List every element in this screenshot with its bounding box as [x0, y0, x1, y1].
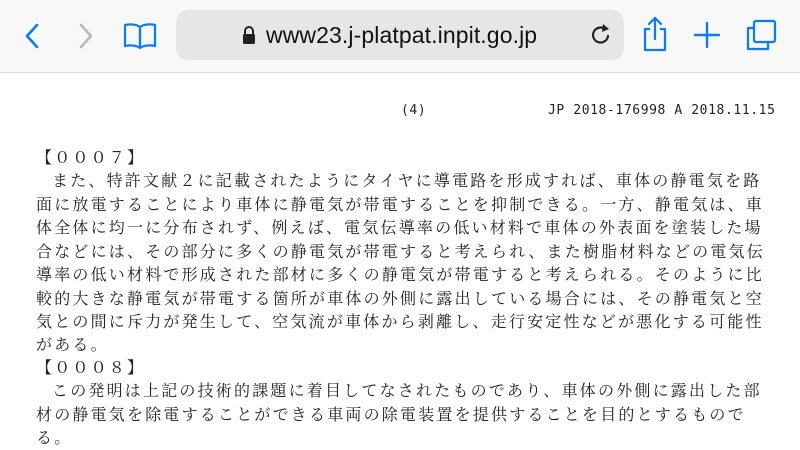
text-line: 面に放電することにより車体に静電気が帯電することを抑制できる。一方、静電気は、車: [36, 195, 765, 214]
patent-document-page: [0, 73, 800, 450]
share-icon: [642, 16, 668, 52]
text-line: 気との間に斥力が発生して、空気流が車体から剥離し、走行安定性などが悪化する可能性: [36, 312, 764, 331]
forward-button[interactable]: [74, 22, 98, 50]
text-line: がある。: [36, 335, 109, 354]
bookmarks-button[interactable]: [122, 20, 158, 52]
paragraph-heading-0008: 【０００８】: [36, 358, 146, 377]
browser-toolbar: [0, 0, 800, 73]
plus-icon: [694, 22, 720, 48]
text-line: る。: [36, 428, 73, 447]
publication-number: JP 2018-176998 A 2018.11.15: [548, 103, 776, 118]
back-button[interactable]: [20, 22, 44, 50]
tabs-icon: [745, 19, 777, 51]
share-button[interactable]: [640, 14, 670, 54]
tabs-button[interactable]: [744, 18, 778, 52]
url-text: www23.j-platpat.inpit.go.jp: [266, 22, 538, 48]
paragraph-heading-0007: 【０００７】: [36, 148, 146, 167]
address-bar[interactable]: [176, 10, 624, 60]
page-number: (4): [401, 103, 427, 118]
text-line: 合などには、その部分に多くの静電気が帯電すると考えられ、また樹脂材料などの電気伝: [36, 242, 765, 261]
chevron-right-icon: [78, 23, 94, 49]
lock-icon: [242, 25, 256, 50]
text-line: 材の静電気を除電することができる車両の除電装置を提供することを目的とするもので: [36, 405, 746, 424]
reload-button[interactable]: [590, 23, 612, 52]
chevron-left-icon: [24, 23, 40, 49]
new-tab-button[interactable]: [692, 20, 722, 50]
text-line: 体全体に均一に分布されず、例えば、電気伝導率の低い材料で車体の外表面を塗装した場: [36, 218, 763, 237]
text-line: 導率の低い材料で形成された部材に多くの静電気が帯電すると考えられる。そのように比: [36, 265, 765, 284]
reload-icon: [590, 23, 612, 47]
open-book-icon: [123, 22, 157, 50]
text-line: また、特許文献２に記載されたようにタイヤに導電路を形成すれば、車体の静電気を路: [52, 171, 762, 190]
text-line: この発明は上記の技術的課題に着目してなされたものであり、車体の外側に露出した部: [52, 381, 762, 400]
text-line: 較的大きな静電気が帯電する箇所が車体の外側に露出している場合には、その静電気と空: [36, 289, 765, 308]
